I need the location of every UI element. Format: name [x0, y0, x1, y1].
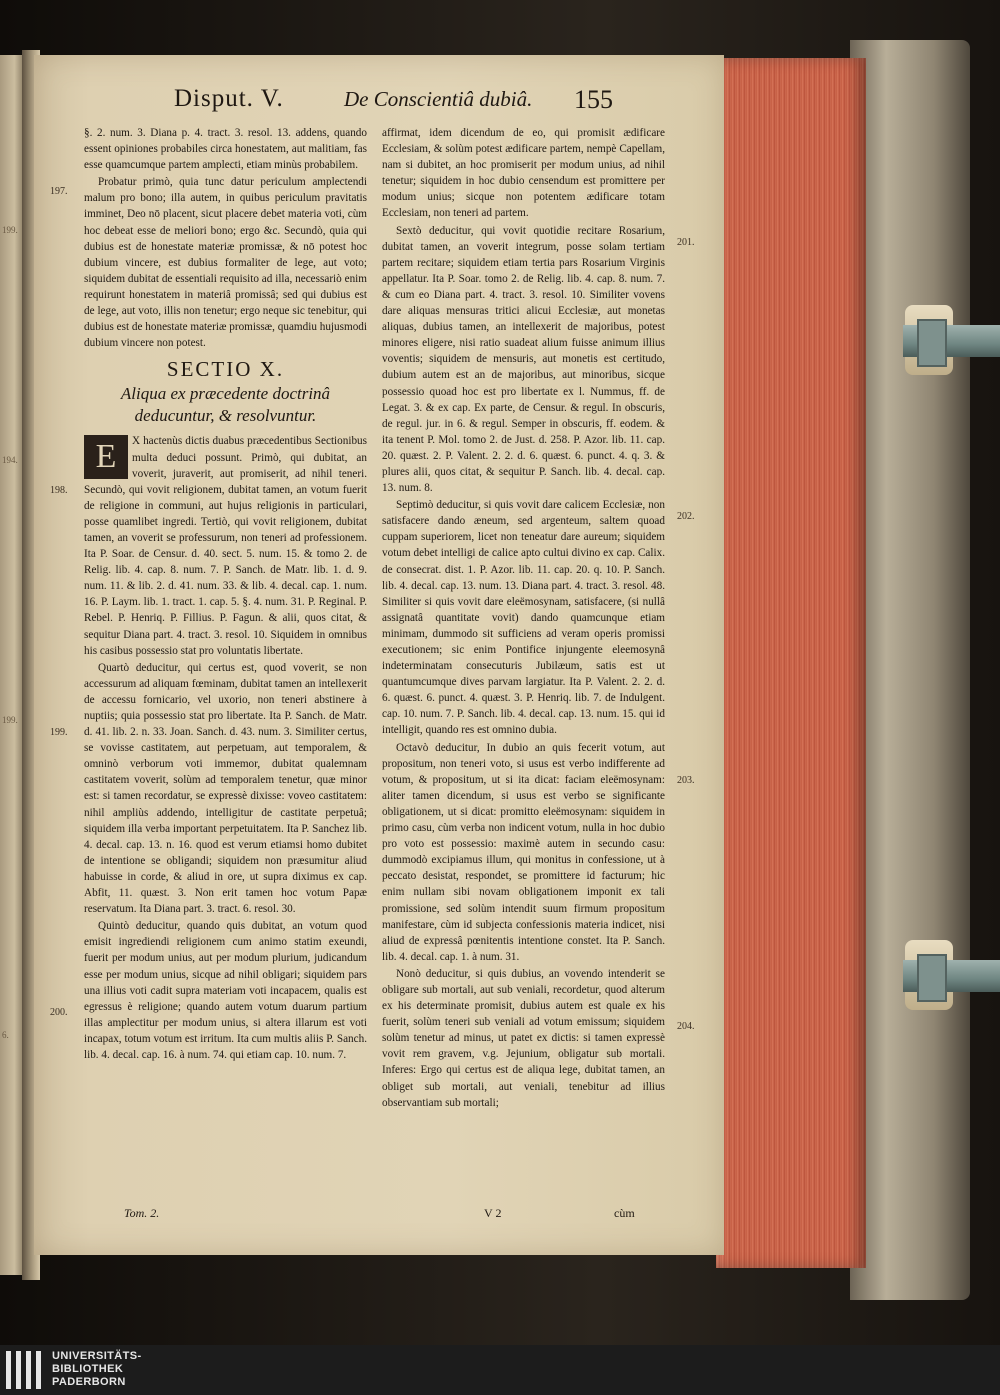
printed-page [34, 55, 724, 1255]
margin-mark: 199. [2, 225, 18, 235]
paragraph [84, 433, 367, 658]
paragraph-number: 200. [50, 1007, 68, 1018]
library-name [52, 1350, 142, 1389]
facing-page-edge [0, 55, 24, 1275]
margin-mark: 199. [2, 715, 18, 725]
catchword: cùm [614, 1206, 635, 1220]
library-footer-bar [0, 1345, 1000, 1395]
paragraph: Octavò deducitur, In dubio an quis fecerit votum, aut propositum, non teneri voto, si usus est verbo indifferente ad votum, & propositum, ut si ita dicat: faciam eleëmosynam: aliter tamen dicendum, si usus est verbo se significante obligationem, ut si dicat: promitto eleëmosynam: siquidem in primo casu, cùm verba non indicent votum, nulla in hoc dubio pro voto est possessio: maximè autem in secundo casu: dummodò excipiamus illum, qui monitus in confessione, ut à peccato desistat, respondet, se promittere id facturum; hic enim nullam sibi novam obligationem imponit ex tali promissione, sed solùm intendit suum firmum propositum manifestare, cùm id subjecta confessionis materia indicet, nisi aliud de expressâ pœnitentis intentione constet. Ita P. Sanch. lib. 4. decal. cap. 1. à num. 31. [382, 741, 665, 963]
page-footer [124, 1206, 644, 1224]
paragraph: affirmat, idem dicendum de eo, qui promisit ædificare Ecclesiam, & solùm potest ædificare partem, nempè Capellam, nam si dubitet, an hoc promiserit per modum unius, ad nihil tenetur; siquidem in hoc dubio censendum est promittere per modum unius; sicque non potentem ædificare totam Ecclesiam, non teneri ad partem. [382, 127, 665, 220]
sheet-signature: V 2 [484, 1206, 502, 1220]
paragraph-number: 201. [677, 237, 695, 248]
library-name-line: UNIVERSITÄTS- [52, 1350, 142, 1362]
facing-page-margin-notes [0, 55, 22, 1275]
margin-mark: 6. [2, 1030, 9, 1040]
library-name-line: PADERBORN [52, 1376, 126, 1388]
library-name-line: BIBLIOTHEK [52, 1363, 124, 1375]
paragraph-number: 198. [50, 485, 68, 496]
paragraph: Probatur primò, quia tunc datur periculum amplectendi malum pro bono; illa autem, in quibus periculum pravitatis imminet, Deo nō placent, sicut placere debet materia voti, cùm hoc debeat esse de meliori bono; ergo &c. Secundò, quia qui dubius est de honestate materiæ promissæ, & nō potest hoc dubium vincere, est dubius formaliter de lege, aut voto; siquidem dubitat de essentiali requisito ad illa, necessariò enim requirunt honestatem in materiâ promissâ; sed qui dubius est de lege, aut voto, illis non tenetur; ergo neque sic tenebitur, qui dubius est de honestate materiæ promissæ, quamdiu hujusmodi dubium vincere non potest. [84, 176, 367, 350]
paragraph-number: 202. [677, 511, 695, 522]
running-head-title: Disput. V. [174, 85, 284, 112]
library-logo-icon [6, 1351, 42, 1389]
margin-mark: 194. [2, 455, 18, 465]
paragraph-number: 199. [50, 727, 68, 738]
section-heading: SECTIO X. [166, 357, 285, 382]
paragraph-text: X hactenùs dictis duabus præcedentibus Sectionibus multa deduci possunt. Primò, qui dubitat, an voverit, juraverit, aut promiserit, ad nihil teneri. Secundò, qui vovit religionem, dubitat tamen, an votum fuerit de religione in communi, aut hujus religionis in particulari, posse quamlibet ingredi. Tertiò, qui vovit religionem, dubitat tamen, an voverit se professurum, non teneri ad professionem. Ita P. Soar. de Censur. d. 40. sect. 5. num. 15. & tomo 2. de Relig. lib. 4. cap. 8. num. 7. P. Sanch. de Matr. lib. 1. d. 9. num. 11. & lib. 2. d. 41. num. 33. & lib. 4. decal. cap. 1. num. 16. P. Laym. lib. 1. tract. 1. cap. 5. §. 4. num. 31. P. Reginal. P. Rebel. P. Henriq. P. Fillius. P. Fagun. & alii, quos citat, & sequitur Diana part. 4. tract. 3. resol. 10. Siquidem in omnibus his casibus possessio stat pro voluntatis libertate. [84, 435, 367, 657]
decorated-initial: E [84, 435, 128, 479]
running-head-subject: De Conscientiâ dubiâ. [344, 87, 533, 111]
paragraph: Quintò deducitur, quando quis dubitat, an votum quod emisit ingrediendi religionem cum animo statim exeundi, fuerit per modum unius, aut per modum plurium, judicandum esse per modum unius, sicque ad nihil obligari; siquidem pars una illius voti cadit supra materiam voti incapacem, qualis est egressus è religione; quando autem votum duarum partium illas amplectitur per modum unius, si altera illarum est voti incapax, totum votum est irritum. Ita cum multis aliis P. Sanch. lib. 4. decal. cap. 16. à num. 74. qui etiam cap. 10. num. 7. [84, 920, 367, 1061]
paragraph: §. 2. num. 3. Diana p. 4. tract. 3. resol. 13. addens, quando essent opiniones probabiles circa honestatem, aut malitiam, fas esse quamcumque partem amplecti, etiam minùs probabilem. [84, 127, 367, 172]
paragraph: Nonò deducitur, si quis dubius, an vovendo intenderit se obligare sub mortali, aut sub veniali, recordetur, quod alterum ex his determinate promisit, dubius autem est quale ex his fuerit, solùm teneri sub veniali ad votum emissum; siquidem solùm tenetur ad minus, ut patet ex dictis: si tamen expressè vovit rem gravem, v.g. Jejunium, obligatur sub mortali. Inferes: Ergo qui certus est de aliqua lege, dubitat tamen, an obliget sub mortali, aut veniali, tenebitur ad illius observantiam sub mortali; [382, 967, 665, 1109]
red-fore-edge [716, 58, 866, 1268]
right-text-column [382, 125, 665, 1112]
paragraph-number: 197. [50, 186, 68, 197]
paragraph: Septimò deducitur, si quis vovit dare calicem Ecclesiæ, non satisfacere dando æneum, sed argenteum, saltem quoad cuppam superiorem, licet non teneatur dare aureum; siquidem votum debet intelligi de calice apto cultui divino ex cap. Calix. de consecrat. dist. 1. P. Azor. lib. 11. cap. 20. q. 10. P. Sanch. lib. 4. decal. cap. 13. num. 13. Diana part. 4. tract. 3. resol. 48. Similiter si quis vovit dare eleëmosynam, satisfacere, (si nullâ assignatâ quantitate vovit) dando quamcunque etiam minimam, dummodo sit sufficiens ad veram operis promissi executionem; sic enim Pontifice injungente eleemosynâ indeterminatam consecuturis Jubilæum, satis est ut quantumcumque dives parvam largiatur. Ita P. Valent. 2. 2. d. 6. quæst. 6. punct. 4. quæst. 3. P. Henriq. lib. 7. de Indulgent. cap. 10. num. 7. P. Sanch. lib. 4. decal. cap. 13. num. 15. qui id intelligit, quando res est omnino dubia. [382, 499, 665, 737]
upper-clasp [895, 305, 1000, 375]
page-number: 155 [574, 85, 613, 114]
lower-clasp [895, 940, 1000, 1010]
running-head [174, 85, 694, 123]
left-text-column [84, 125, 367, 1064]
section-title: Aliqua ex præcedente doctrinâ deducuntur, & resolvuntur. [120, 384, 331, 426]
paragraph-number: 204. [677, 1021, 695, 1032]
book-cover-board [850, 40, 970, 1300]
volume-signature: Tom. 2. [124, 1206, 160, 1220]
paragraph: Sextò deducitur, qui vovit quotidie recitare Rosarium, dubitat tamen, an voverit integrum, posse solam tertiam partem recitare; siquidem etiam tertia pars Rosarium Virginis appellatur. Ita P. Soar. tomo 2. de Relig. lib. 4. cap. 8. num. 7. & cum eo Diana part. 4. tract. 3. resol. 10. Similiter vovens dare aliquas mensuras tritici alicui Ecclesiæ, aut monetas aliquas, dubius tamen, an intellexerit de majoribus, potest minores eligere, nisi ratio suadeat alium fuisse animum illius voventis; siquidem de mensuris, aut monetis est certitudo, dubium autem est an de majoribus, aut minoribus, sicque possessio quoad hoc est pro libertate ex l. Nummus, ff. de Legat. 3. & ex cap. Ex parte, de Censur. & regul. In obscuris, de regul. jur. in 6. & regul. Semper in obscuris, ff. eodem. & ita tenent P. Mol. tomo 2. de Just. d. 258. P. Azor. lib. 11. cap. 20. quæst. 2. P. Valent. 2. 2. d. 6. quæst. 6. punct. 4. q. 3. & plures alii, quos citat, & sequitur P. Sanch. lib. 4. decal. cap. 13. num. 8. [382, 224, 665, 495]
paragraph-number: 203. [677, 775, 695, 786]
paragraph: Quartò deducitur, qui certus est, quod voverit, se non accessurum ad aliquam fœminam, dubitat tamen an intellexerit de accessu fornicario, vel uxorio, non teneri abstinere à nuptiis; quia possessio stat pro libertate. Ita P. Sanch. de Matr. d. 41. lib. 2. n. 33. Joan. Sanch. d. 43. num. 3. Similiter certus, se vovisse castitatem, aut perpetuam, aut temporalem, & omninò verborum voti immemor, dubitat qualemnam castitatem voverit, solùm ad temporalem tenetur, quæ minor est: si tamen recordatur, se expressè dixisse: voveo castitatem: nihil ampliùs addendo, intelligitur de castitate perpetuâ; siquidem illa verba important perpetuitatem. Ita P. Sanchez lib. 4. decal. cap. 13. n. 16. quod est verum etiamsi homo dubitet de intentione se obligandi; siquidem non præsumitur aliud habuisse in corde, & aliud in ore, ut supra diximus ex cap. Abfit, 11. quæst. 3. Non erit tamen hoc votum Papæ reservatum. Ita Diana part. 3. tract. 6. resol. 30. [84, 661, 367, 916]
